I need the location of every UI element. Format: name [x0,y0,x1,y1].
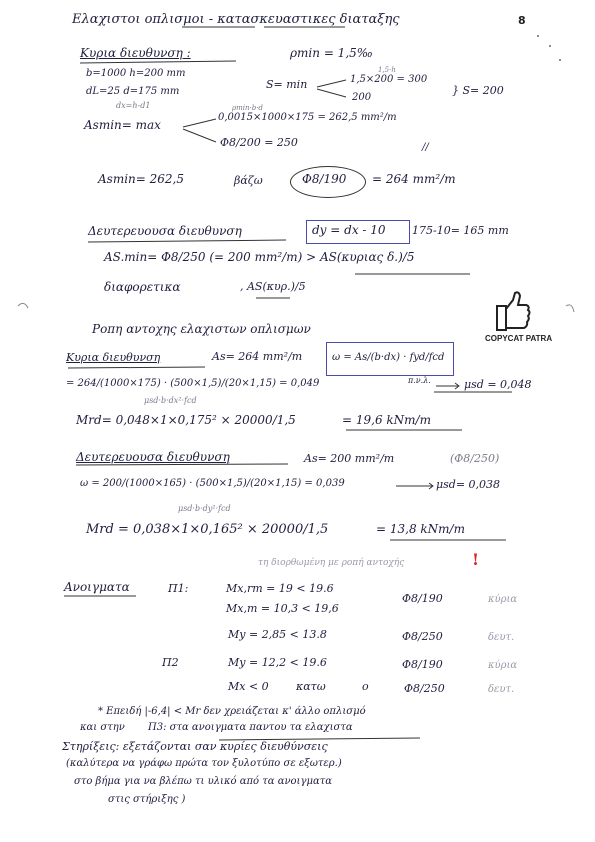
p2-row2-expr: Mx < 0 [228,680,269,693]
dy-right: 175-10= 165 mm [412,224,509,237]
p2-row2-o: ο [362,680,369,693]
thumbs-up-icon [497,292,530,330]
as-sec-note: (Φ8/250) [450,452,500,465]
footer-line6: στις στήριξης ) [108,794,186,805]
footer-line4: (καλύτερα να γράφω πρώτα τον ξυλοτύπο σε εξωτερ.) [66,758,342,769]
calc-arrow: π.ν.λ. [408,376,431,385]
asmin-bottom-mark: // [422,142,429,153]
rho-min: ρmin = 1,5‰ [290,46,373,60]
asmin-bottom: Φ8/200 = 250 [220,136,298,149]
asmin-final-mid: βάζω [234,174,263,187]
s-label: S= min [266,78,308,91]
as-alt: , AS(κυρ.)/5 [240,280,306,293]
calc-result: μsd = 0,048 [464,378,532,391]
asmin-final-left: Asmin= 262,5 [98,172,184,186]
secondary-direction-heading: Δευτερευουσα διευθυνση [88,224,242,238]
footer-line1: * Επειδή |-6,4| < Mr δεν χρειάζεται κ' άλλο οπλισμό [98,706,366,717]
omega-sec-result: μsd= 0,038 [436,478,501,491]
asmin-note: ρmin·b·d [232,104,263,112]
footer-line2-under: Π3: στα ανοιγματα παντου τα ελαχιστα [148,722,353,733]
p1-row1-dir: κύρια [488,594,518,605]
p2-row2-dir: δευτ. [488,684,515,695]
asmin-final-circled: Φ8/190 [302,172,347,186]
calc-under: μsd·b·dx²·fcd [144,396,197,405]
s-result: } S= 200 [452,84,504,97]
as-main: As= 264 mm²/m [212,350,303,363]
footer-line5: στο βήμα για να βλέπω τι υλικό από τα ανοιγματα [74,776,332,787]
footer-line2-pre: και στην [80,722,125,733]
moment-heading: Ροπη αντοχης ελαχιστων οπλισμων [92,322,311,336]
remark-mark: ! [472,550,480,569]
mrd-result: = 19,6 kNm/m [342,413,431,427]
p1-row1-expr: Mx,rm = 19 < 19.6 [226,582,334,595]
dy-boxed: dy = dx - 10 [312,223,386,237]
p1-row2-expr: Mx,m = 10,3 < 19,6 [226,602,339,615]
page-title: Ελαχιστοι οπλισμοι - κατασκευαστικες διαταξης [72,12,400,27]
logo-caption: COPYCAT PATRA [485,334,553,343]
mrd-sec: Mrd = 0,038×1×0,165² × 20000/1,5 [86,522,329,537]
p1-row1-reinf: Φ8/190 [402,592,443,605]
p2-row1-reinf: Φ8/190 [402,658,443,671]
p1-row3-reinf: Φ8/250 [402,630,443,643]
footer-line3: Στηρίξεις: εξετάζονται σαν κυρίες διευθύνσεις [62,740,328,753]
s-top: 1,5×200 = 300 [350,74,428,85]
main-direction-heading: Κυρια διευθυνση : [80,46,191,60]
asmin-label: Asmin= max [84,118,161,132]
s-bottom: 200 [352,92,372,103]
d-hint: dx=h-d1 [116,101,151,110]
asmin-top: 0,0015×1000×175 = 262,5 mm²/m [218,112,397,123]
omega-sec: ω = 200/(1000×165) · (500×1,5)/(20×1,15) = 0,039 [80,478,345,489]
p2-label: Π2 [162,656,179,669]
page-number: 8 [518,14,526,27]
b-line: b=1000 h=200 mm [86,68,186,79]
main-label: Κυρια διευθυνση [66,351,161,364]
sec-under: μsd·b·dy²·fcd [178,504,231,513]
mrd-line: Mrd= 0,048×1×0,175² × 20000/1,5 [76,413,296,427]
omega-formula: ω = As/(b·dx) · fyd/fcd [332,352,445,363]
p1-row3-dir: δευτ. [488,632,515,643]
p2-row1-dir: κύρια [488,660,518,671]
as-line: AS.min= Φ8/250 (= 200 mm²/m) > AS(κυριας δ.)/5 [104,250,415,264]
remark: τη διορθωμένη με ροπή αντοχής [258,558,405,568]
asmin-final-right: = 264 mm²/m [372,172,456,186]
s-top-note: 1,5·h [378,66,396,74]
d-line: dL=25 d=175 mm [86,86,180,97]
sec-label: Δευτερευουσα διευθυνση [76,450,230,464]
mrd-sec-result: = 13,8 kNm/m [376,522,465,536]
p2-row2-reinf: Φ8/250 [404,682,445,695]
p2-row1-expr: My = 12,2 < 19.6 [228,656,327,669]
diaforetika: διαφορετικα [104,280,181,294]
calc-line: = 264/(1000×175) · (500×1,5)/(20×1,15) = 0,049 [66,378,320,389]
p1-row3-expr: My = 2,85 < 13.8 [228,628,327,641]
spans-heading: Ανοιγματα [64,580,130,594]
p2-row2-mid: κατω [296,680,326,693]
as-sec: As= 200 mm²/m [304,452,395,465]
p1-label: Π1: [168,582,189,595]
